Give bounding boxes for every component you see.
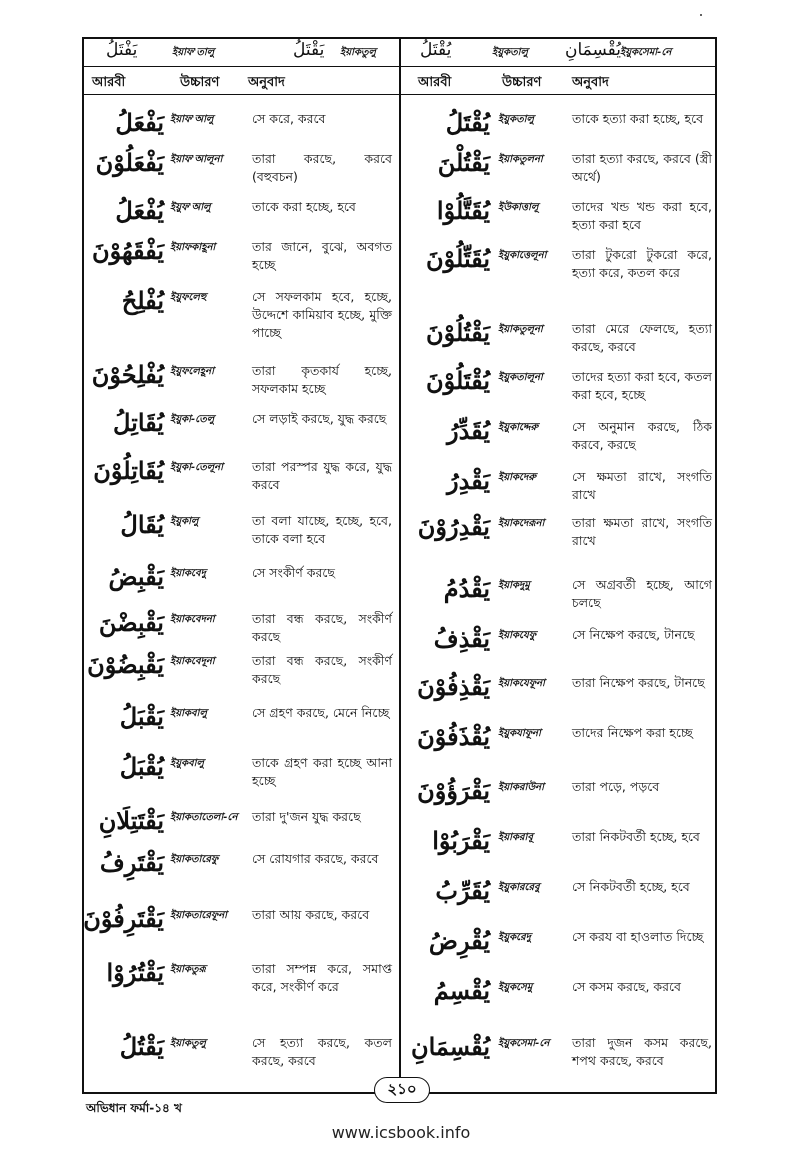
entry-meaning: সে রোযগার করছে, করবে <box>252 851 379 866</box>
entry-pronunciation: ইয়াকবেদনা <box>170 614 215 625</box>
entry-arabic-word: يُقْتَلُ <box>445 108 490 137</box>
entry-pronunciation: ইয়ুফলেহু <box>170 292 207 303</box>
entry-arabic-word: يَقْدُمُ <box>443 574 490 603</box>
col-header-pron: উচ্চারণ <box>180 75 220 90</box>
entry-meaning: তা বলা যাচ্ছে, হচ্ছে, হবে, তাকে বলা হবে <box>252 513 392 546</box>
entry-arabic-word: يُفْعَلُ <box>115 196 164 225</box>
col-header-meaning: অনুবাদ <box>248 75 285 90</box>
col-header-arabic: আরবী <box>92 75 126 90</box>
entry-arabic-word: يُقَتِّلُوْنَ <box>425 244 490 273</box>
entry-pronunciation: ইয়ুকসেমা-নে <box>498 1038 550 1049</box>
entry-pronunciation: ইয়ুকালু <box>170 516 199 527</box>
entry-arabic-word: يَقْتَرِفُوْنَ <box>83 904 164 933</box>
entry-pronunciation: ইয়ুকযাফূনা <box>498 728 541 739</box>
entry-meaning: তারা দুজন কসম করছে, শপথ করছে, করবে <box>572 1035 712 1068</box>
entry-pronunciation: ইউকাত্তালূ <box>498 202 539 213</box>
entry-pronunciation: ইয়াফ'আলূনা <box>170 154 223 165</box>
header-rule <box>82 66 717 67</box>
entry-pronunciation: ইয়াকরাউনা <box>498 782 545 793</box>
entry-arabic-word: يَقْتَرِفُ <box>99 848 164 877</box>
entry-pronunciation: ইয়ুকবালু <box>170 758 205 769</box>
col-header-arabic: আরবী <box>418 75 452 90</box>
entry-pronunciation: ইয়াকবেদূনা <box>170 656 215 667</box>
entry-meaning: সে কসম করছে, করবে <box>572 979 681 994</box>
entry-arabic-word: يَفْقَهُوْنَ <box>91 236 164 265</box>
entry-arabic-word: يَقْرَبُوْا <box>432 826 490 855</box>
footer-note: অভিধান ফর্মা-১৪ খ <box>86 1101 182 1115</box>
guide-word-arabic: يُقْسِمَانِ <box>565 40 621 60</box>
entry-pronunciation: ইয়ুকাররেবু <box>498 882 540 893</box>
entry-pronunciation: ইয়ুকসেমু <box>498 982 533 993</box>
entry-meaning: তারা করছে, করবে (বহুবচন) <box>252 151 392 184</box>
entry-arabic-word: يَقْبَلُ <box>119 702 164 731</box>
entry-meaning: তারা পড়ে, পড়বে <box>572 779 660 794</box>
entry-meaning: তারা পরস্পর যুদ্ধ করে, যুদ্ধ করবে <box>252 459 392 492</box>
entry-meaning: তারা আয় করছে, করবে <box>252 907 370 922</box>
entry-meaning: তারা বন্ধ করছে, সংকীর্ণ করছে <box>252 653 392 686</box>
entry-meaning: সে নিকটবর্তী হচ্ছে, হবে <box>572 879 690 894</box>
entry-arabic-word: يَقْذِفُ <box>433 624 490 653</box>
guide-word-arabic: يُقْتَلُ <box>420 40 452 60</box>
entry-arabic-word: يَقْدِرُوْنَ <box>417 512 490 541</box>
entry-pronunciation: ইয়ুকরেদু <box>498 932 531 943</box>
entry-pronunciation: ইয়ুফ'আলু <box>170 202 211 213</box>
col-header-pron: উচ্চারণ <box>502 75 542 90</box>
entry-meaning: সে অগ্রবর্তী হচ্ছে, আগে চলছে <box>572 577 712 610</box>
entry-pronunciation: ইয়াকযেফূনা <box>498 678 545 689</box>
entry-meaning: তারা বন্ধ করছে, সংকীর্ণ করছে <box>252 611 392 644</box>
entry-pronunciation: ইয়াকতাতেলা-নে <box>170 812 238 823</box>
entry-arabic-word: يَفْعَلُ <box>115 108 164 137</box>
entry-arabic-word: يُفْلِحُوْنَ <box>91 360 164 389</box>
entry-arabic-word: يُقَاتِلُ <box>113 408 164 437</box>
entry-meaning: সে করয বা হাওলাত দিচ্ছে <box>572 929 704 944</box>
entry-arabic-word: يَقْتَتِلَانِ <box>98 806 164 835</box>
entry-meaning: তারা মেরে ফেলছে, হত্যা করছে, করবে <box>572 321 712 354</box>
entry-arabic-word: يُقْسِمُ <box>433 976 490 1005</box>
entry-pronunciation: ইয়ুকা-তেলু <box>170 414 215 425</box>
column-header-rule <box>82 94 717 95</box>
entry-meaning: সে ক্ষমতা রাখে, সংগতি রাখে <box>572 469 712 502</box>
entry-arabic-word: يُقَالُ <box>120 510 164 539</box>
entry-meaning: তাকে করা হচ্ছে, হবে <box>252 199 356 214</box>
page-number: ২১০ <box>374 1077 430 1103</box>
entry-arabic-word: يَقْبِضْنَ <box>98 608 164 637</box>
entry-meaning: সে সংকীর্ণ করছে <box>252 565 336 580</box>
entry-arabic-word: يُقَرِّبُ <box>435 876 490 905</box>
entry-pronunciation: ইয়ুকতালু <box>498 114 534 125</box>
entry-pronunciation: ইয়াকদুমু <box>498 580 530 591</box>
guide-word-arabic: يَقْتَلُ <box>293 40 325 60</box>
entry-arabic-word: يَقْتُلُوْنَ <box>425 318 490 347</box>
entry-meaning: তারা নিকটবর্তী হচ্ছে, হবে <box>572 829 700 844</box>
website-url[interactable]: www.icsbook.info <box>331 1123 471 1142</box>
entry-meaning: তাদের খন্ড খন্ড করা হবে, হত্যা করা হবে <box>572 199 712 232</box>
col-header-meaning: অনুবাদ <box>572 75 609 90</box>
entry-pronunciation: ইয়াকরাবূ <box>498 832 533 843</box>
entry-arabic-word: يُقْبَلُ <box>119 752 164 781</box>
entry-pronunciation: ইয়ুকা-তেলূনা <box>170 462 224 473</box>
entry-arabic-word: يَقْتُلُ <box>119 1032 164 1061</box>
entry-meaning: সে হত্যা করছে, কতল করছে, করবে <box>252 1035 392 1068</box>
entry-arabic-word: يَقْرَؤُوْنَ <box>417 776 490 805</box>
entry-pronunciation: ইয়াফকাহূনা <box>170 242 216 253</box>
guide-word-pron: ইয়ুকতালু <box>492 47 528 58</box>
guide-word-pron: ইয়াফ'তালু <box>172 47 215 58</box>
entry-pronunciation: ইয়ুকাত্তেলূনা <box>498 250 547 261</box>
entry-meaning: সে গ্রহণ করছে, মেনে নিচ্ছে <box>252 705 390 720</box>
entry-arabic-word: يَقْبِضُوْنَ <box>87 650 164 679</box>
entry-pronunciation: ইয়ুকতালূনা <box>498 372 543 383</box>
entry-arabic-word: يَقْتُلْنَ <box>437 148 490 177</box>
entry-arabic-word: يُقْتَلُوْنَ <box>425 366 490 395</box>
center-divider <box>399 37 401 1094</box>
entry-pronunciation: ইয়াকতুলূনা <box>498 324 543 335</box>
entry-arabic-word: يَقْدِرُ <box>446 466 490 495</box>
entry-pronunciation: ইয়াকতুরূ <box>170 964 206 975</box>
entry-meaning: তারা দু'জন যুদ্ধ করছে <box>252 809 361 824</box>
speck <box>700 14 702 16</box>
entry-arabic-word: يُقَدِّرُ <box>446 416 490 445</box>
entry-meaning: তার জানে, বুঝে, অবগত হচ্ছে <box>252 239 392 272</box>
entry-arabic-word: يُقَتَّلُوْا <box>436 196 490 225</box>
entry-arabic-word: يَفْعَلُوْنَ <box>95 148 164 177</box>
entry-meaning: তারা নিক্ষেপ করছে, টানছে <box>572 675 705 690</box>
guide-word-arabic: يَفْتَلُ <box>106 40 138 60</box>
entry-meaning: তারা ক্ষমতা রাখে, সংগতি রাখে <box>572 515 712 548</box>
entry-arabic-word: يَقْذِفُوْنَ <box>417 672 490 701</box>
entry-arabic-word: يُقْرِضُ <box>428 926 490 955</box>
entry-meaning: তারা হত্যা করছে, করবে (স্ত্রী অর্থে) <box>572 151 712 184</box>
entry-meaning: তাদের হত্যা করা হবে, কতল করা হবে, হচ্ছে <box>572 369 712 402</box>
entry-meaning: সে লড়াই করছে, যুদ্ধ করছে <box>252 411 387 426</box>
entry-arabic-word: يَقْبِضُ <box>108 562 164 591</box>
entry-arabic-word: يُفْلِحُ <box>121 286 164 315</box>
entry-pronunciation: ইয়াকদেরু <box>498 472 536 483</box>
entry-arabic-word: يُقَاتِلُوْنَ <box>93 456 164 485</box>
entry-pronunciation: ইয়ুফলেহূনা <box>170 366 214 377</box>
entry-pronunciation: ইয়াকদেরূনা <box>498 518 545 529</box>
entry-arabic-word: يُقْسِمَانِ <box>410 1032 490 1061</box>
entry-meaning: সে নিক্ষেপ করছে, টানছে <box>572 627 695 642</box>
entry-pronunciation: ইয়াকবেদু <box>170 568 206 579</box>
entry-meaning: সে করে, করবে <box>252 111 326 126</box>
entry-pronunciation: ইয়াকতুলনা <box>498 154 543 165</box>
entry-meaning: সে অনুমান করছে, ঠিক করবে, করছে <box>572 419 712 452</box>
entry-pronunciation: ইয়াকতারেফূনা <box>170 910 228 921</box>
entry-meaning: তাকে গ্রহণ করা হচ্ছে আনা হচ্ছে <box>252 755 392 788</box>
entry-pronunciation: ইয়ুকাদ্দেরু <box>498 422 539 433</box>
entry-pronunciation: ইয়াকতারেফু <box>170 854 219 865</box>
entry-arabic-word: يُقْذَفُوْنَ <box>417 722 490 751</box>
entry-meaning: তারা কৃতকার্য হচ্ছে, সফলকাম হচ্ছে <box>252 363 392 396</box>
entry-meaning: তারা টুকরো টুকরো করে, হত্যা করে, কতল করে <box>572 247 712 280</box>
entry-pronunciation: ইয়াকবালু <box>170 708 207 719</box>
entry-meaning: তাকে হত্যা করা হচ্ছে, হবে <box>572 111 704 126</box>
entry-meaning: তারা সম্পন্ন করে, সমাপ্ত করে, সংকীর্ণ করে <box>252 961 392 994</box>
entry-arabic-word: يَقْتُرُوْا <box>106 958 164 987</box>
guide-word-pron: ইয়াকতুলু <box>340 47 376 58</box>
entry-meaning: তাদের নিক্ষেপ করা হচ্ছে <box>572 725 693 740</box>
entry-pronunciation: ইয়াকযেফু <box>498 630 537 641</box>
guide-word-pron: ইয়ুকসেমা-নে <box>620 47 672 58</box>
entry-meaning: সে সফলকাম হবে, হচ্ছে, উদ্দেশে কামিয়াব হচ্ছে, মুক্তি পাচ্ছে <box>252 289 392 340</box>
entry-pronunciation: ইয়াফ'আলু <box>170 114 214 125</box>
entry-pronunciation: ইয়াকতুলু <box>170 1038 206 1049</box>
